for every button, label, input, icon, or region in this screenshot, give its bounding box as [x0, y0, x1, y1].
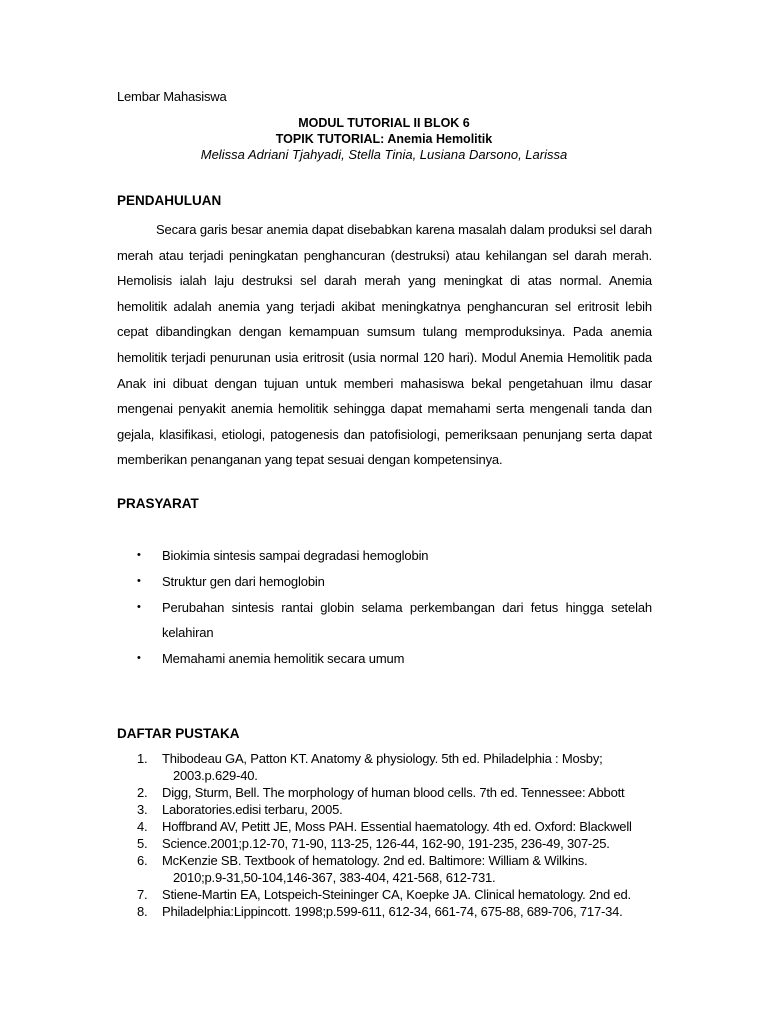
reference-number: 8.: [137, 904, 148, 919]
section-heading-daftar-pustaka: DAFTAR PUSTAKA: [117, 726, 240, 741]
reference-item: [117, 801, 652, 818]
list-item: [117, 646, 652, 671]
intro-paragraph: Secara garis besar anemia dapat disebabkan karena masalah dalam produksi sel darah merah atau terjadi peningkatan penghancuran (destruksi) atau kehilangan sel darah merah. Hemolisis ialah laju destruksi sel darah merah yang meningkat di atas normal. Anemia hemolitik adalah anemia yang terjadi akibat meningkatnya penghancuran sel eritrosit lebih cepat dibandingkan dengan kemampuan sumsum tulang memproduksinya. Pada anemia hemolitik terjadi penurunan usia eritrosit (usia normal 120 hari). Modul Anemia Hemolitik pada Anak ini dibuat dengan tujuan untuk memberi mahasiswa bekal pengetahuan ilmu dasar mengenai penyakit anemia hemolitik sehingga dapat memahami serta mengenali tanda dan gejala, klasifikasi, etiologi, patogenesis dan patofisiologi, pemeriksaan penunjang serta dapat memberikan penanganan yang tepat sesuai dengan kompetensinya.: [117, 222, 652, 468]
reference-item: [117, 903, 652, 920]
reference-item: [117, 818, 652, 835]
list-item: [117, 543, 652, 568]
bullet-icon: •: [137, 549, 141, 561]
reference-text: Thibodeau GA, Patton KT. Anatomy & physiology. 5th ed. Philadelphia : Mosby;: [162, 751, 603, 766]
module-title: MODUL TUTORIAL II BLOK 6: [298, 116, 470, 130]
reference-number: 5.: [137, 836, 148, 851]
reference-continuation: 2003.p.629-40.: [173, 768, 258, 783]
reference-number: 7.: [137, 887, 148, 902]
list-item: [117, 569, 652, 594]
reference-continuation: 2010;p.9-31,50-104,146-367, 383-404, 421-568, 612-731.: [173, 870, 496, 885]
reference-number: 1.: [137, 751, 148, 766]
document-header: [0, 116, 768, 163]
reference-text: Digg, Sturm, Bell. The morphology of human blood cells. 7th ed. Tennessee: Abbott: [162, 785, 625, 800]
reference-text: Science.2001;p.12-70, 71-90, 113-25, 126-44, 162-90, 191-235, 236-49, 307-25.: [162, 836, 610, 851]
list-item-text: Memahami anemia hemolitik secara umum: [162, 651, 405, 666]
reference-item: [117, 852, 652, 886]
list-item: [117, 595, 652, 645]
reference-text: Philadelphia:Lippincott. 1998;p.599-611, 612-34, 661-74, 675-88, 689-706, 717-34.: [162, 904, 623, 919]
list-item-text: Perubahan sintesis rantai globin selama perkembangan dari fetus hingga setelah kelahiran: [162, 600, 652, 640]
reference-number: 2.: [137, 785, 148, 800]
list-item-text: Struktur gen dari hemoglobin: [162, 574, 325, 589]
list-item-text: Biokimia sintesis sampai degradasi hemoglobin: [162, 548, 429, 563]
reference-number: 6.: [137, 853, 148, 868]
sheet-label: Lembar Mahasiswa: [117, 89, 227, 104]
reference-item: [117, 835, 652, 852]
reference-text: Stiene-Martin EA, Lotspeich-Steininger CA, Koepke JA. Clinical hematology. 2nd ed.: [162, 887, 631, 902]
reference-item: [117, 784, 652, 801]
topic-title: TOPIK TUTORIAL: Anemia Hemolitik: [275, 131, 493, 146]
bullet-icon: •: [137, 601, 141, 613]
bullet-icon: •: [137, 652, 141, 664]
reference-number: 4.: [137, 819, 148, 834]
section-heading-prasyarat: PRASYARAT: [117, 496, 199, 511]
bullet-icon: •: [137, 575, 141, 587]
reference-list: [117, 750, 652, 920]
reference-number: 3.: [137, 802, 148, 817]
reference-text: Hoffbrand AV, Petitt JE, Moss PAH. Essential haematology. 4th ed. Oxford: Blackwell: [162, 819, 632, 834]
authors-line: Melissa Adriani Tjahyadi, Stella Tinia, Lusiana Darsono, Larissa: [200, 147, 568, 162]
reference-item: [117, 886, 652, 903]
reference-text: Laboratories.edisi terbaru, 2005.: [162, 802, 343, 817]
section-heading-pendahuluan: PENDAHULUAN: [117, 193, 222, 208]
reference-text: McKenzie SB. Textbook of hematology. 2nd ed. Baltimore: William & Wilkins.: [162, 853, 588, 868]
prerequisite-list: [117, 543, 652, 672]
reference-item: [117, 750, 652, 784]
